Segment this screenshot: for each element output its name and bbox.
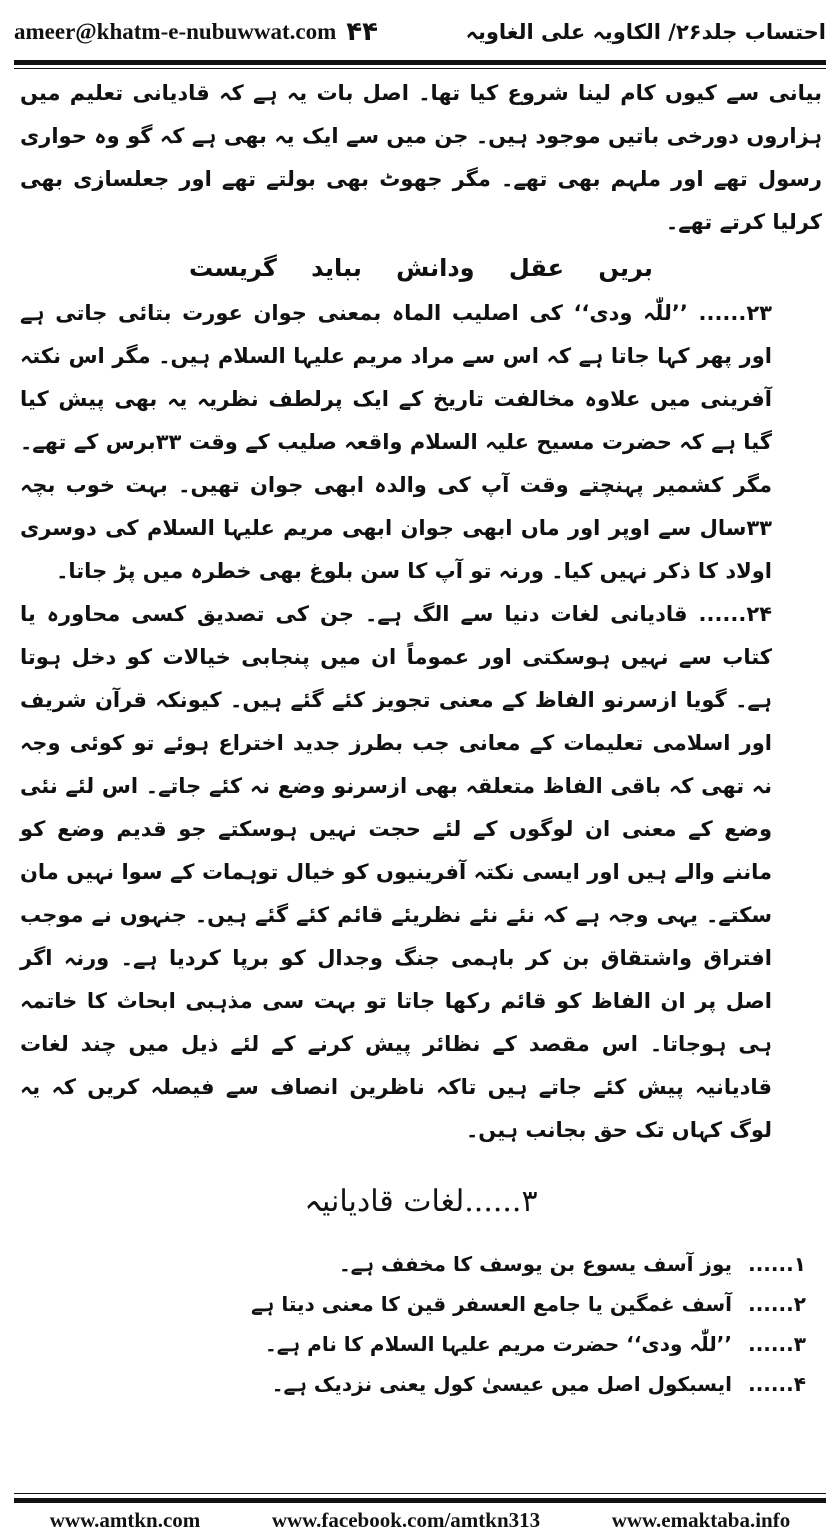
header-rule-thick: [14, 60, 826, 65]
list-item-number: ۱......: [748, 1252, 806, 1276]
footer-link-amtkn[interactable]: www.amtkn.com: [49, 1507, 201, 1532]
list-item: [20, 1364, 822, 1404]
list-item: [20, 1244, 822, 1284]
page-footer: [14, 1505, 826, 1535]
book-title: احتساب جلد۲۶/ الکاویہ علی الغاویہ: [465, 20, 826, 44]
list-item-text: ایسبکول اصل میں عیسیٰ کول یعنی نزدیک ہے۔: [271, 1372, 732, 1396]
paragraph-23: ۲۳...... ’’للّٰہ ودی‘‘ کی اصلیب الماہ بمعنی جوان عورت بتائی جاتی ہے اور پھر کہا جاتا ہے کہ اس سے مراد مریم علیہا السلام ہیں۔ مگر اس نکتہ آفرینی میں علاوہ مخالفت تاریخ کے ایک پرلطف نظریہ یہ بھی پیش کیا گیا ہے کہ حضرت مسیح علیہ السلام واقعہ صلیب کے وقت ۳۳برس کے تھے۔ مگر کشمیر پہنچتے وقت آپ کی والدہ ابھی جوان تھیں۔ بہت خوب بچہ ۳۳سال سے اوپر اور ماں ابھی جوان ابھی مریم علیہا السلام کی دوسری اولاد کا ذکر نہیں کیا۔ ورنہ تو آپ کا سن بلوغ بھی خطرہ میں پڑ جاتا۔: [20, 301, 772, 583]
footer-rule-thick: [14, 1498, 826, 1503]
footer-rule-thin: [14, 1493, 826, 1494]
list-item-text: یوز آسف یسوع بن یوسف کا مخفف ہے۔: [338, 1252, 732, 1276]
header-email: ameer@khatm-e-nubuwwat.com: [14, 19, 337, 44]
list-item-number: ۴......: [748, 1372, 806, 1396]
list-item-number: ۳......: [748, 1332, 806, 1356]
footer-link-facebook[interactable]: www.facebook.com/amtkn313: [271, 1507, 541, 1532]
header-left: [14, 17, 378, 47]
list-item: [20, 1284, 822, 1324]
paragraph-1: بیانی سے کیوں کام لینا شروع کیا تھا۔ اصل بات یہ ہے کہ قادیانی تعلیم میں ہزاروں دورخی باتیں موجود ہیں۔ جن میں سے ایک یہ بھی ہے کہ گو وہ حواری رسول تھے اور ملہم بھی تھے۔ مگر جھوٹ بھی بولتے تھے اور جعلسازی بھی کرلیا کرتے تھے۔: [20, 81, 822, 234]
lughat-list: [20, 1244, 822, 1404]
header-rule-thin: [14, 68, 826, 69]
page-body: [20, 72, 822, 1404]
section-title: ۳......لغات قادیانیہ: [304, 1184, 538, 1219]
list-item-text: ’’للّٰہ ودی‘‘ حضرت مریم علیہا السلام کا نام ہے۔: [265, 1332, 732, 1356]
page-header: [14, 10, 826, 54]
page-number: ۴۴: [346, 17, 379, 47]
footer-link-emaktaba[interactable]: www.emaktaba.info: [611, 1507, 791, 1532]
paragraph-24: ۲۴...... قادیانی لغات دنیا سے الگ ہے۔ جن کی تصدیق کسی محاورہ یا کتاب سے نہیں ہوسکتی اور عموماً ان میں پنجابی خیالات کو دخل ہوتا ہے۔ گویا ازسرنو الفاظ کے معنی تجویز کئے گئے ہیں۔ کیونکہ قرآن شریف اور اسلامی تعلیمات کے معانی جب بطرز جدید اختراع ہوئے تو کوئی وجہ نہ تھی کہ باقی الفاظ متعلقہ بھی ازسرنو وضع نہ کئے جاتے۔ اس لئے نئی وضع کے معنی ان لوگوں کے لئے حجت نہیں ہوسکتے جو قدیم وضع کو ماننے والے ہیں اور ایسی نکتہ آفرینیوں کو خیال توہمات کے سوا نہیں مان سکتے۔ یہی وجہ ہے کہ نئے نئے نظریئے قائم کئے گئے ہیں۔ جنہوں نے موجب افتراق واشتقاق بن کر باہمی جنگ وجدال کو برپا کردیا ہے۔ ورنہ اگر اصل پر ان الفاظ کو قائم رکھا جاتا تو بہت سی مذہبی ابحاث کا خاتمہ ہی ہوجاتا۔ اس مقصد کے نظائر پیش کرنے کے لئے ذیل میں چند لغات قادیانیہ پیش کئے جاتے ہیں تاکہ ناظرین انصاف سے فیصلہ کریں کہ یہ لوگ کہاں تک حق بجانب ہیں۔: [20, 602, 773, 1142]
list-item-number: ۲......: [748, 1292, 806, 1316]
list-item: [20, 1324, 822, 1364]
list-item-text: آسف غمگین یا جامع العسفر قین کا معنی دیتا ہے: [250, 1292, 732, 1316]
persian-verse: بریں عقل ودانش بباید گریست: [189, 254, 653, 282]
